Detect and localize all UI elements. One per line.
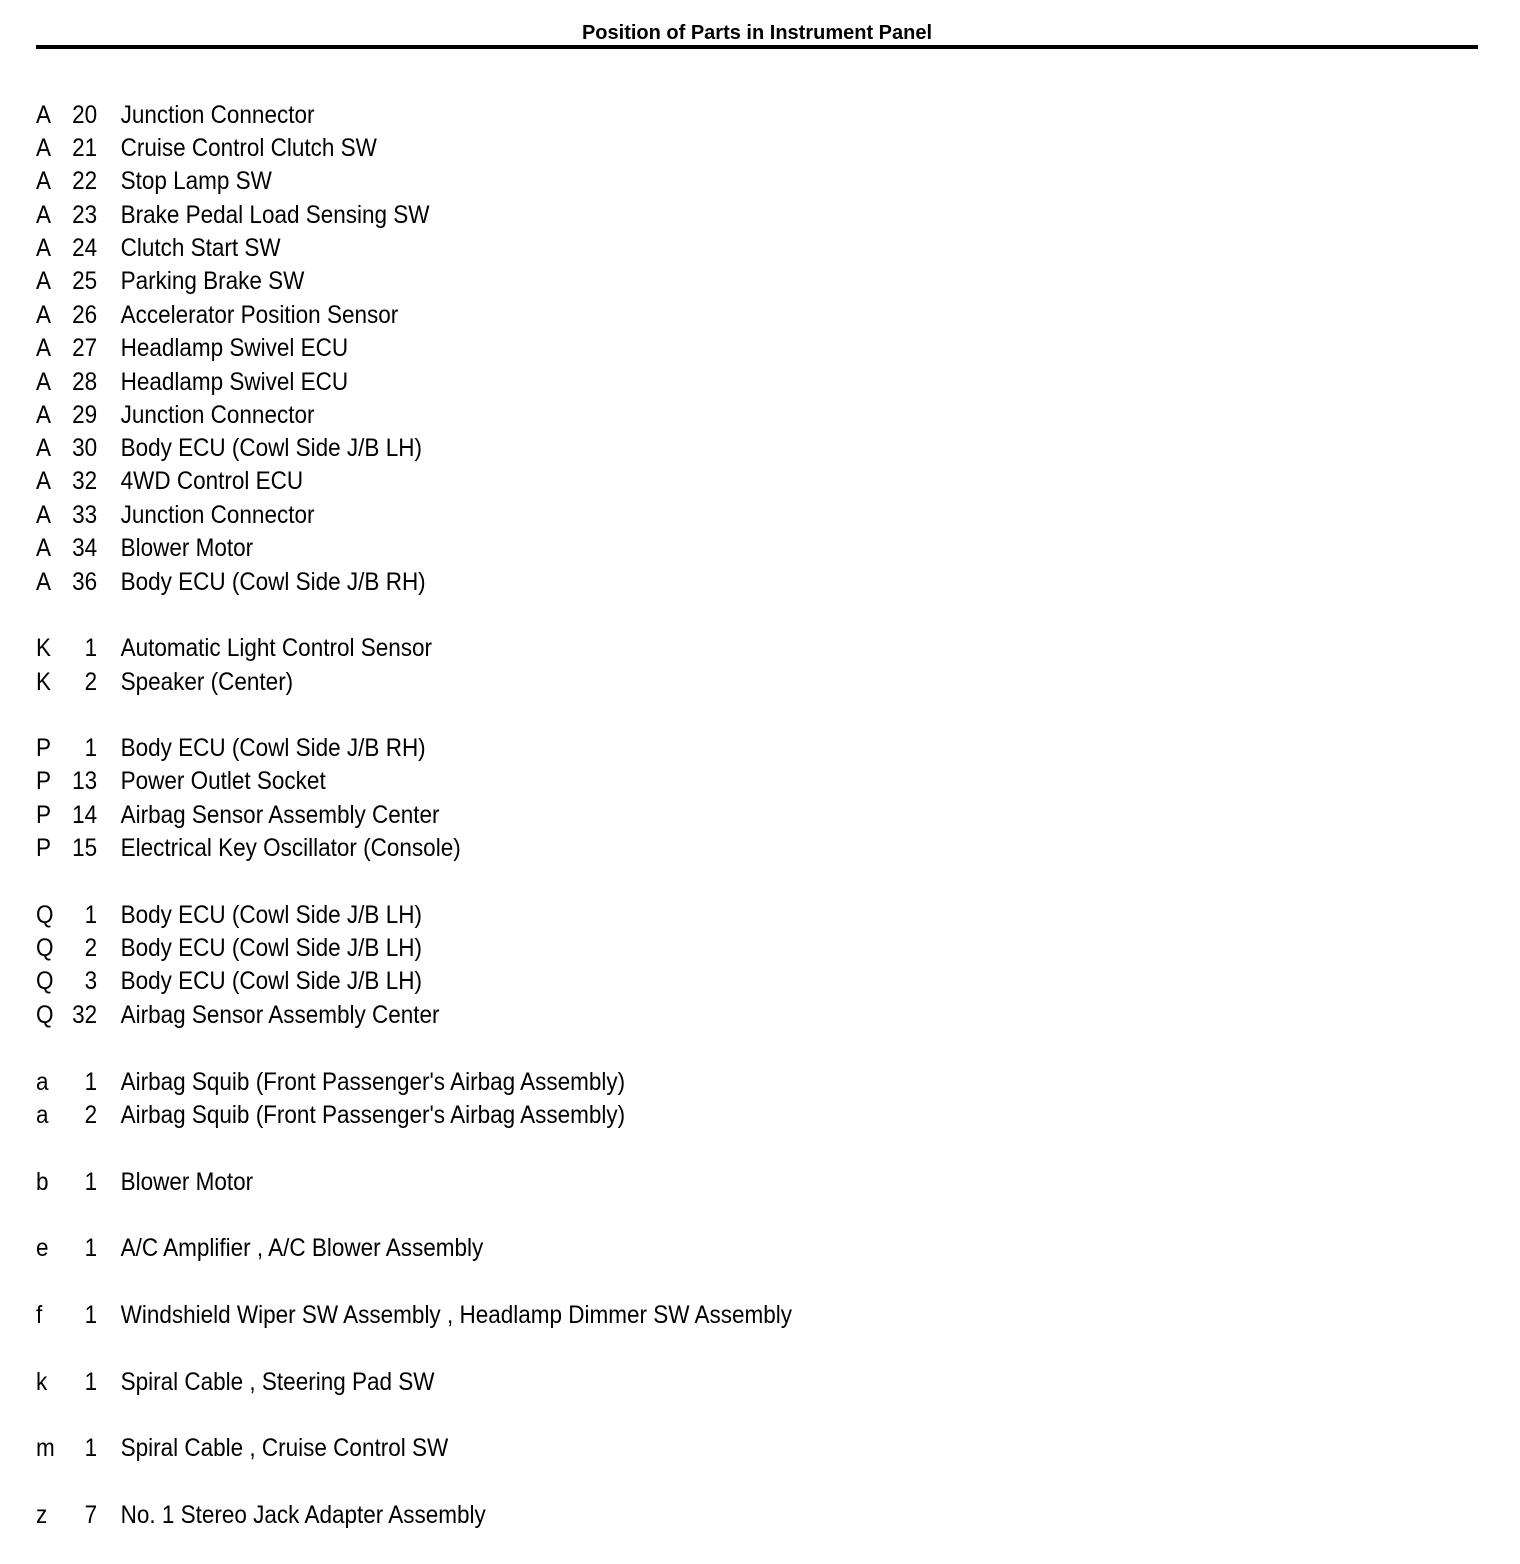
part-name: Body ECU (Cowl Side J/B RH)	[120, 734, 426, 762]
part-code: P	[36, 801, 52, 829]
part-code: P	[36, 767, 52, 795]
part-name: Body ECU (Cowl Side J/B RH)	[120, 568, 426, 596]
part-row	[0, 831, 900, 865]
part-code: A	[36, 167, 52, 195]
part-name: Spiral Cable , Cruise Control SW	[120, 1434, 449, 1462]
part-name: Body ECU (Cowl Side J/B LH)	[120, 967, 422, 995]
part-row	[0, 331, 900, 365]
part-number: 24	[72, 234, 98, 262]
part-number: 1	[84, 1301, 98, 1329]
part-code: A	[36, 467, 52, 495]
part-name: Power Outlet Socket	[120, 767, 326, 795]
part-number: 1	[84, 1068, 98, 1096]
part-code: A	[36, 267, 52, 295]
part-row	[0, 98, 900, 132]
part-row	[0, 798, 900, 832]
part-code: A	[36, 201, 52, 229]
part-code: Q	[36, 967, 54, 995]
part-number: 25	[72, 267, 98, 295]
part-number: 26	[72, 301, 98, 329]
part-name: Parking Brake SW	[120, 267, 305, 295]
part-number: 28	[72, 368, 98, 396]
part-code: Q	[36, 1001, 54, 1029]
part-row	[0, 1298, 900, 1332]
part-number: 32	[72, 467, 98, 495]
part-name: No. 1 Stereo Jack Adapter Assembly	[120, 1501, 486, 1529]
part-number: 30	[72, 434, 98, 462]
part-row	[0, 198, 900, 232]
part-code: P	[36, 734, 52, 762]
part-number: 21	[72, 134, 98, 162]
part-code: A	[36, 434, 52, 462]
part-code: a	[36, 1101, 49, 1129]
part-name: Blower Motor	[120, 534, 254, 562]
part-code: A	[36, 101, 52, 129]
part-name: Airbag Sensor Assembly Center	[120, 1001, 440, 1029]
part-number: 2	[84, 934, 98, 962]
part-code: a	[36, 1068, 49, 1096]
part-number: 2	[84, 1101, 98, 1129]
part-code: z	[36, 1501, 48, 1529]
part-row	[0, 264, 900, 298]
part-number: 29	[72, 401, 98, 429]
part-code: Q	[36, 934, 54, 962]
part-number: 1	[84, 634, 98, 662]
part-code: A	[36, 134, 52, 162]
part-name: Electrical Key Oscillator (Console)	[120, 834, 461, 862]
part-row	[0, 1065, 900, 1099]
part-number: 1	[84, 1168, 98, 1196]
part-name: Body ECU (Cowl Side J/B LH)	[120, 434, 422, 462]
part-name: Speaker (Center)	[120, 668, 294, 696]
part-code: K	[36, 668, 52, 696]
part-row	[0, 131, 900, 165]
part-row	[0, 231, 900, 265]
part-code: A	[36, 568, 52, 596]
part-row	[0, 164, 900, 198]
part-code: A	[36, 534, 52, 562]
part-code: A	[36, 401, 52, 429]
part-name: 4WD Control ECU	[120, 467, 304, 495]
part-number: 27	[72, 334, 98, 362]
part-name: Cruise Control Clutch SW	[120, 134, 377, 162]
part-row	[0, 1098, 900, 1132]
part-row	[0, 1431, 900, 1465]
part-number: 34	[72, 534, 98, 562]
part-name: Spiral Cable , Steering Pad SW	[120, 1368, 435, 1396]
part-name: Accelerator Position Sensor	[120, 301, 399, 329]
part-row	[0, 298, 900, 332]
part-name: Junction Connector	[120, 101, 315, 129]
part-number: 14	[72, 801, 98, 829]
part-row	[0, 565, 900, 599]
part-name: Clutch Start SW	[120, 234, 281, 262]
part-number: 13	[72, 767, 98, 795]
part-code: m	[36, 1434, 55, 1462]
part-name: Stop Lamp SW	[120, 167, 272, 195]
part-name: Airbag Sensor Assembly Center	[120, 801, 440, 829]
part-row	[0, 731, 900, 765]
part-row	[0, 1165, 900, 1199]
part-number: 15	[72, 834, 98, 862]
part-row	[0, 1365, 900, 1399]
part-number: 7	[84, 1501, 98, 1529]
part-code: e	[36, 1234, 49, 1262]
part-code: A	[36, 301, 52, 329]
part-row	[0, 764, 900, 798]
part-name: Body ECU (Cowl Side J/B LH)	[120, 934, 422, 962]
part-number: 1	[84, 1234, 98, 1262]
part-number: 20	[72, 101, 98, 129]
part-code: A	[36, 501, 52, 529]
part-row	[0, 964, 900, 998]
part-row	[0, 998, 900, 1032]
part-number: 23	[72, 201, 98, 229]
part-row	[0, 498, 900, 532]
part-row	[0, 931, 900, 965]
part-row	[0, 898, 900, 932]
part-name: Airbag Squib (Front Passenger's Airbag Assembly)	[120, 1068, 626, 1096]
part-code: b	[36, 1168, 49, 1196]
part-number: 1	[84, 1434, 98, 1462]
part-row	[0, 1498, 900, 1532]
part-code: A	[36, 334, 52, 362]
part-number: 3	[84, 967, 98, 995]
part-row	[0, 531, 900, 565]
page-title: Position of Parts in Instrument Panel	[581, 22, 933, 44]
part-code: f	[36, 1301, 43, 1329]
part-code: K	[36, 634, 52, 662]
part-row	[0, 665, 900, 699]
part-name: Windshield Wiper SW Assembly , Headlamp Dimmer SW Assembly	[120, 1301, 793, 1329]
part-row	[0, 431, 900, 465]
part-name: Brake Pedal Load Sensing SW	[120, 201, 430, 229]
part-row	[0, 1231, 900, 1265]
part-row	[0, 631, 900, 665]
part-name: Junction Connector	[120, 401, 315, 429]
part-name: Automatic Light Control Sensor	[120, 634, 433, 662]
part-code: A	[36, 234, 52, 262]
part-number: 1	[84, 901, 98, 929]
part-number: 1	[84, 1368, 98, 1396]
part-code: A	[36, 368, 52, 396]
part-name: Airbag Squib (Front Passenger's Airbag Assembly)	[120, 1101, 626, 1129]
part-code: P	[36, 834, 52, 862]
part-number: 1	[84, 734, 98, 762]
part-code: k	[36, 1368, 48, 1396]
part-number: 32	[72, 1001, 98, 1029]
part-name: Junction Connector	[120, 501, 315, 529]
part-name: A/C Amplifier , A/C Blower Assembly	[120, 1234, 484, 1262]
part-number: 2	[84, 668, 98, 696]
part-name: Blower Motor	[120, 1168, 254, 1196]
part-name: Body ECU (Cowl Side J/B LH)	[120, 901, 422, 929]
part-code: Q	[36, 901, 54, 929]
part-number: 36	[72, 568, 98, 596]
part-number: 33	[72, 501, 98, 529]
part-row	[0, 464, 900, 498]
part-row	[0, 398, 900, 432]
part-name: Headlamp Swivel ECU	[120, 368, 349, 396]
part-number: 22	[72, 167, 98, 195]
part-name: Headlamp Swivel ECU	[120, 334, 349, 362]
part-row	[0, 365, 900, 399]
